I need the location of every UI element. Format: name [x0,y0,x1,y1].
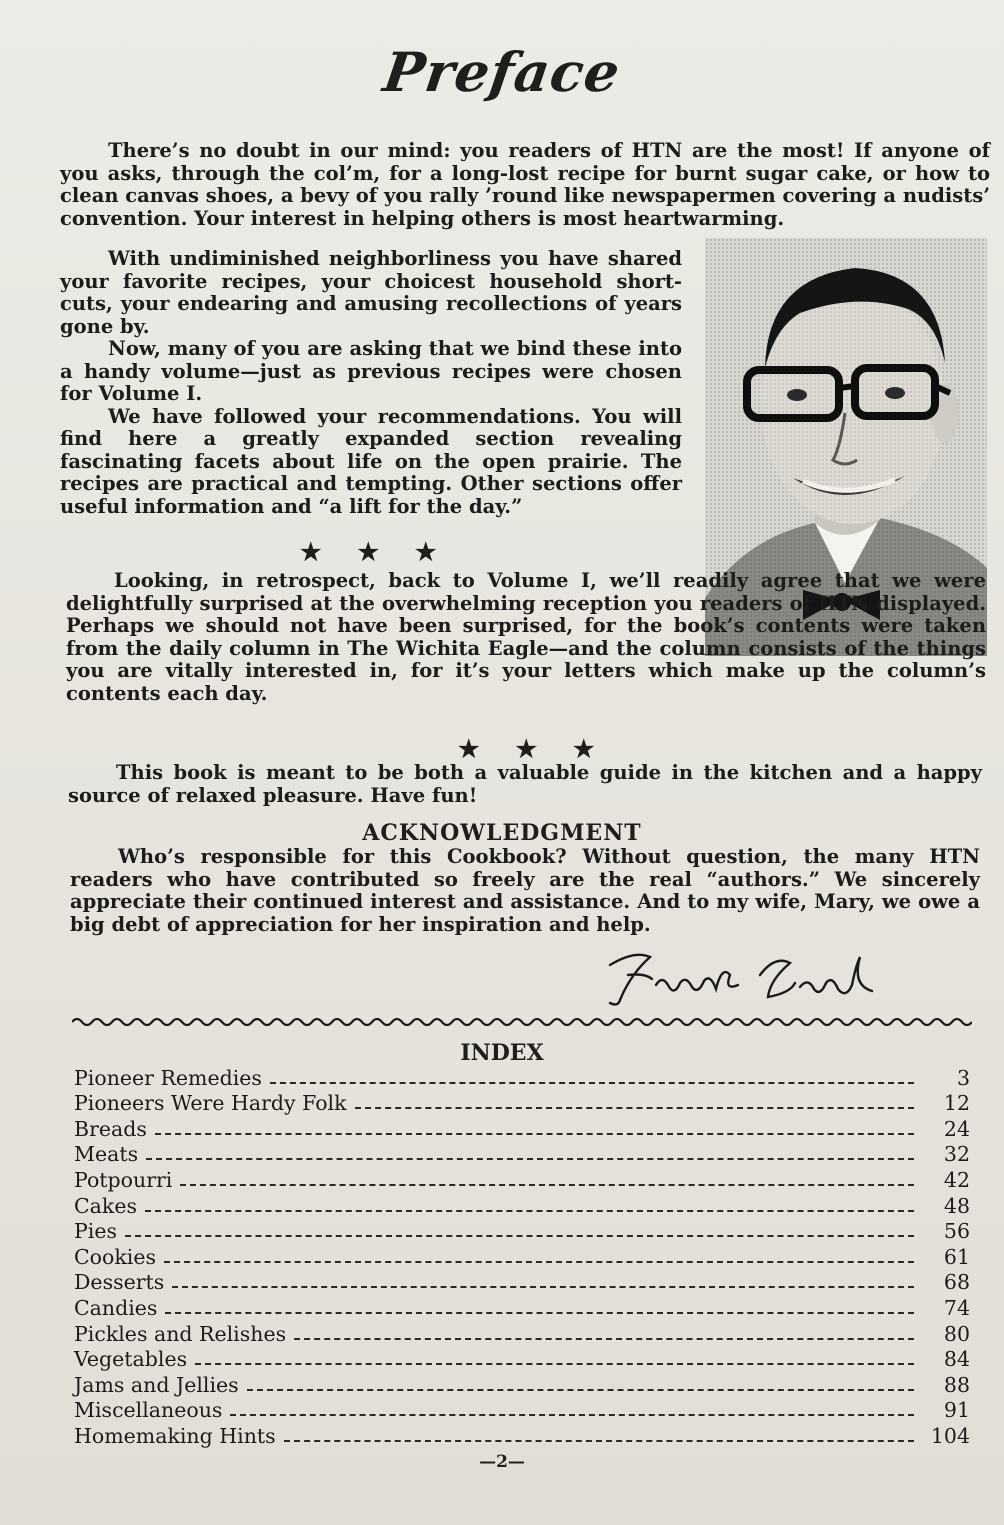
index-row [74,1346,970,1372]
index-leader-dashes [284,1440,914,1442]
index-row [74,1243,970,1269]
index-leader-dashes [146,1158,914,1160]
index-row [74,1090,970,1116]
index-page-number: 104 [930,1423,970,1448]
index-leader-dashes [155,1133,914,1135]
index-label: Vegetables [74,1347,188,1372]
acknowledgment-heading: ACKNOWLEDGMENT [362,820,642,846]
index-page-number: 32 [943,1142,970,1167]
index-page-number: 88 [943,1372,970,1397]
index-page-number: 74 [943,1295,970,1320]
index-page-number: 24 [943,1116,970,1141]
index-page-number: 56 [943,1219,970,1244]
index-label: Pioneer Remedies [74,1065,262,1090]
index-leader-dashes [270,1082,914,1084]
index-leader-dashes [145,1210,914,1212]
section-divider-stars: ★★★ [300,537,473,566]
index-label: Homemaking Hints [74,1423,276,1448]
index-label: Candies [74,1295,158,1320]
index-row [74,1269,970,1295]
index-row [74,1115,970,1141]
closing-paragraph-block [68,762,982,807]
retrospect-paragraph: Looking, in retrospect, back to Volume I, we’ll readily agree that we were delightfully surprised at the overwhelming reception you readers of HTN displayed. Perhaps we should not have been surprised, for the book’s contents were taken from the daily column in The Wichita Eagle—and the column consists of the things you are vitally interested in, for it’s your letters which make up the column’s contents each day. [66,569,986,705]
index-row [74,1141,970,1167]
paragraph-bind-volume: Now, many of you are asking that we bind these into a handy volume—just as previous recipes were chosen for Volume I. [60,337,682,405]
index-label: Desserts [74,1270,165,1295]
signature-handwriting [590,945,890,1015]
index-leader-dashes [195,1363,914,1365]
index-leader-dashes [180,1184,914,1186]
index-heading: INDEX [460,1040,544,1066]
index-leader-dashes [247,1389,914,1391]
index-leader-dashes [172,1286,914,1288]
index-leader-dashes [230,1414,914,1416]
index-leader-dashes [164,1261,914,1263]
index-row [74,1422,970,1448]
index-list [74,1064,970,1448]
index-label: Breads [74,1116,147,1141]
index-page-number: 12 [943,1091,970,1116]
index-label: Meats [74,1142,139,1167]
intro-paragraph: There’s no doubt in our mind: you readers of HTN are the most! If anyone of you asks, through the col’m, for a long-lost recipe for burnt sugar cake, or how to clean canvas shoes, a bevy of you rally ’round like newspapermen covering a nudists’ convention. Your interest in helping others is most heartwarming. [60,139,990,230]
index-leader-dashes [165,1312,914,1314]
acknowledgment-paragraph: Who’s responsible for this Cookbook? Without question, the many HTN readers who have contributed so freely are the real “authors.” We sincerely appreciate their continued interest and assistance. And to my wife, Mary, we owe a big debt of appreciation for her inspiration and help. [70,845,980,936]
index-row [74,1320,970,1346]
index-row [74,1166,970,1192]
index-page-number: 84 [943,1347,970,1372]
index-row [74,1192,970,1218]
index-page-number: 48 [943,1193,970,1218]
left-column [60,248,682,518]
paragraph-recommendations: We have followed your recommendations. You will find here a greatly expanded section revealing fascinating facets about life on the open prairie. The recipes are practical and tempting. Other sections offer useful information and “a lift for the day.” [60,404,682,518]
index-row [74,1371,970,1397]
index-leader-dashes [355,1107,914,1109]
paragraph-neighborliness: With undiminished neighborliness you have shared your favorite recipes, your choicest household short-cuts, your endearing and amusing recollections of years gone by. [60,247,682,338]
index-label: Miscellaneous [74,1398,223,1423]
index-row [74,1218,970,1244]
index-row [74,1397,970,1423]
intro-paragraph-block [60,140,990,230]
index-page-number: 80 [943,1321,970,1346]
index-label: Pies [74,1219,118,1244]
wavy-line [72,1010,972,1034]
retrospect-paragraph-block [66,570,986,705]
wavy-divider [72,1010,972,1034]
index-row [74,1294,970,1320]
index-label: Pioneers Were Hardy Folk [74,1091,347,1116]
index-page-number: 91 [943,1398,970,1423]
index-row [74,1064,970,1090]
page-number: —2— [479,1452,525,1472]
index-page-number: 3 [956,1065,970,1090]
index-label: Cakes [74,1193,137,1218]
index-label: Pickles and Relishes [74,1321,287,1346]
acknowledgment-block [70,846,980,936]
index-leader-dashes [294,1338,914,1340]
index-label: Jams and Jellies [74,1372,239,1397]
index-page-number: 68 [943,1270,970,1295]
index-label: Cookies [74,1244,156,1269]
closing-paragraph: This book is meant to be both a valuable guide in the kitchen and a happy source of relaxed pleasure. Have fun! [68,761,982,807]
index-page-number: 42 [943,1167,970,1192]
author-signature [590,945,890,1015]
index-leader-dashes [125,1235,914,1237]
index-label: Potpourri [74,1167,173,1192]
index-page-number: 61 [943,1244,970,1269]
page-title: Preface [379,40,625,104]
section-divider-stars-2: ★★★ [458,734,631,763]
